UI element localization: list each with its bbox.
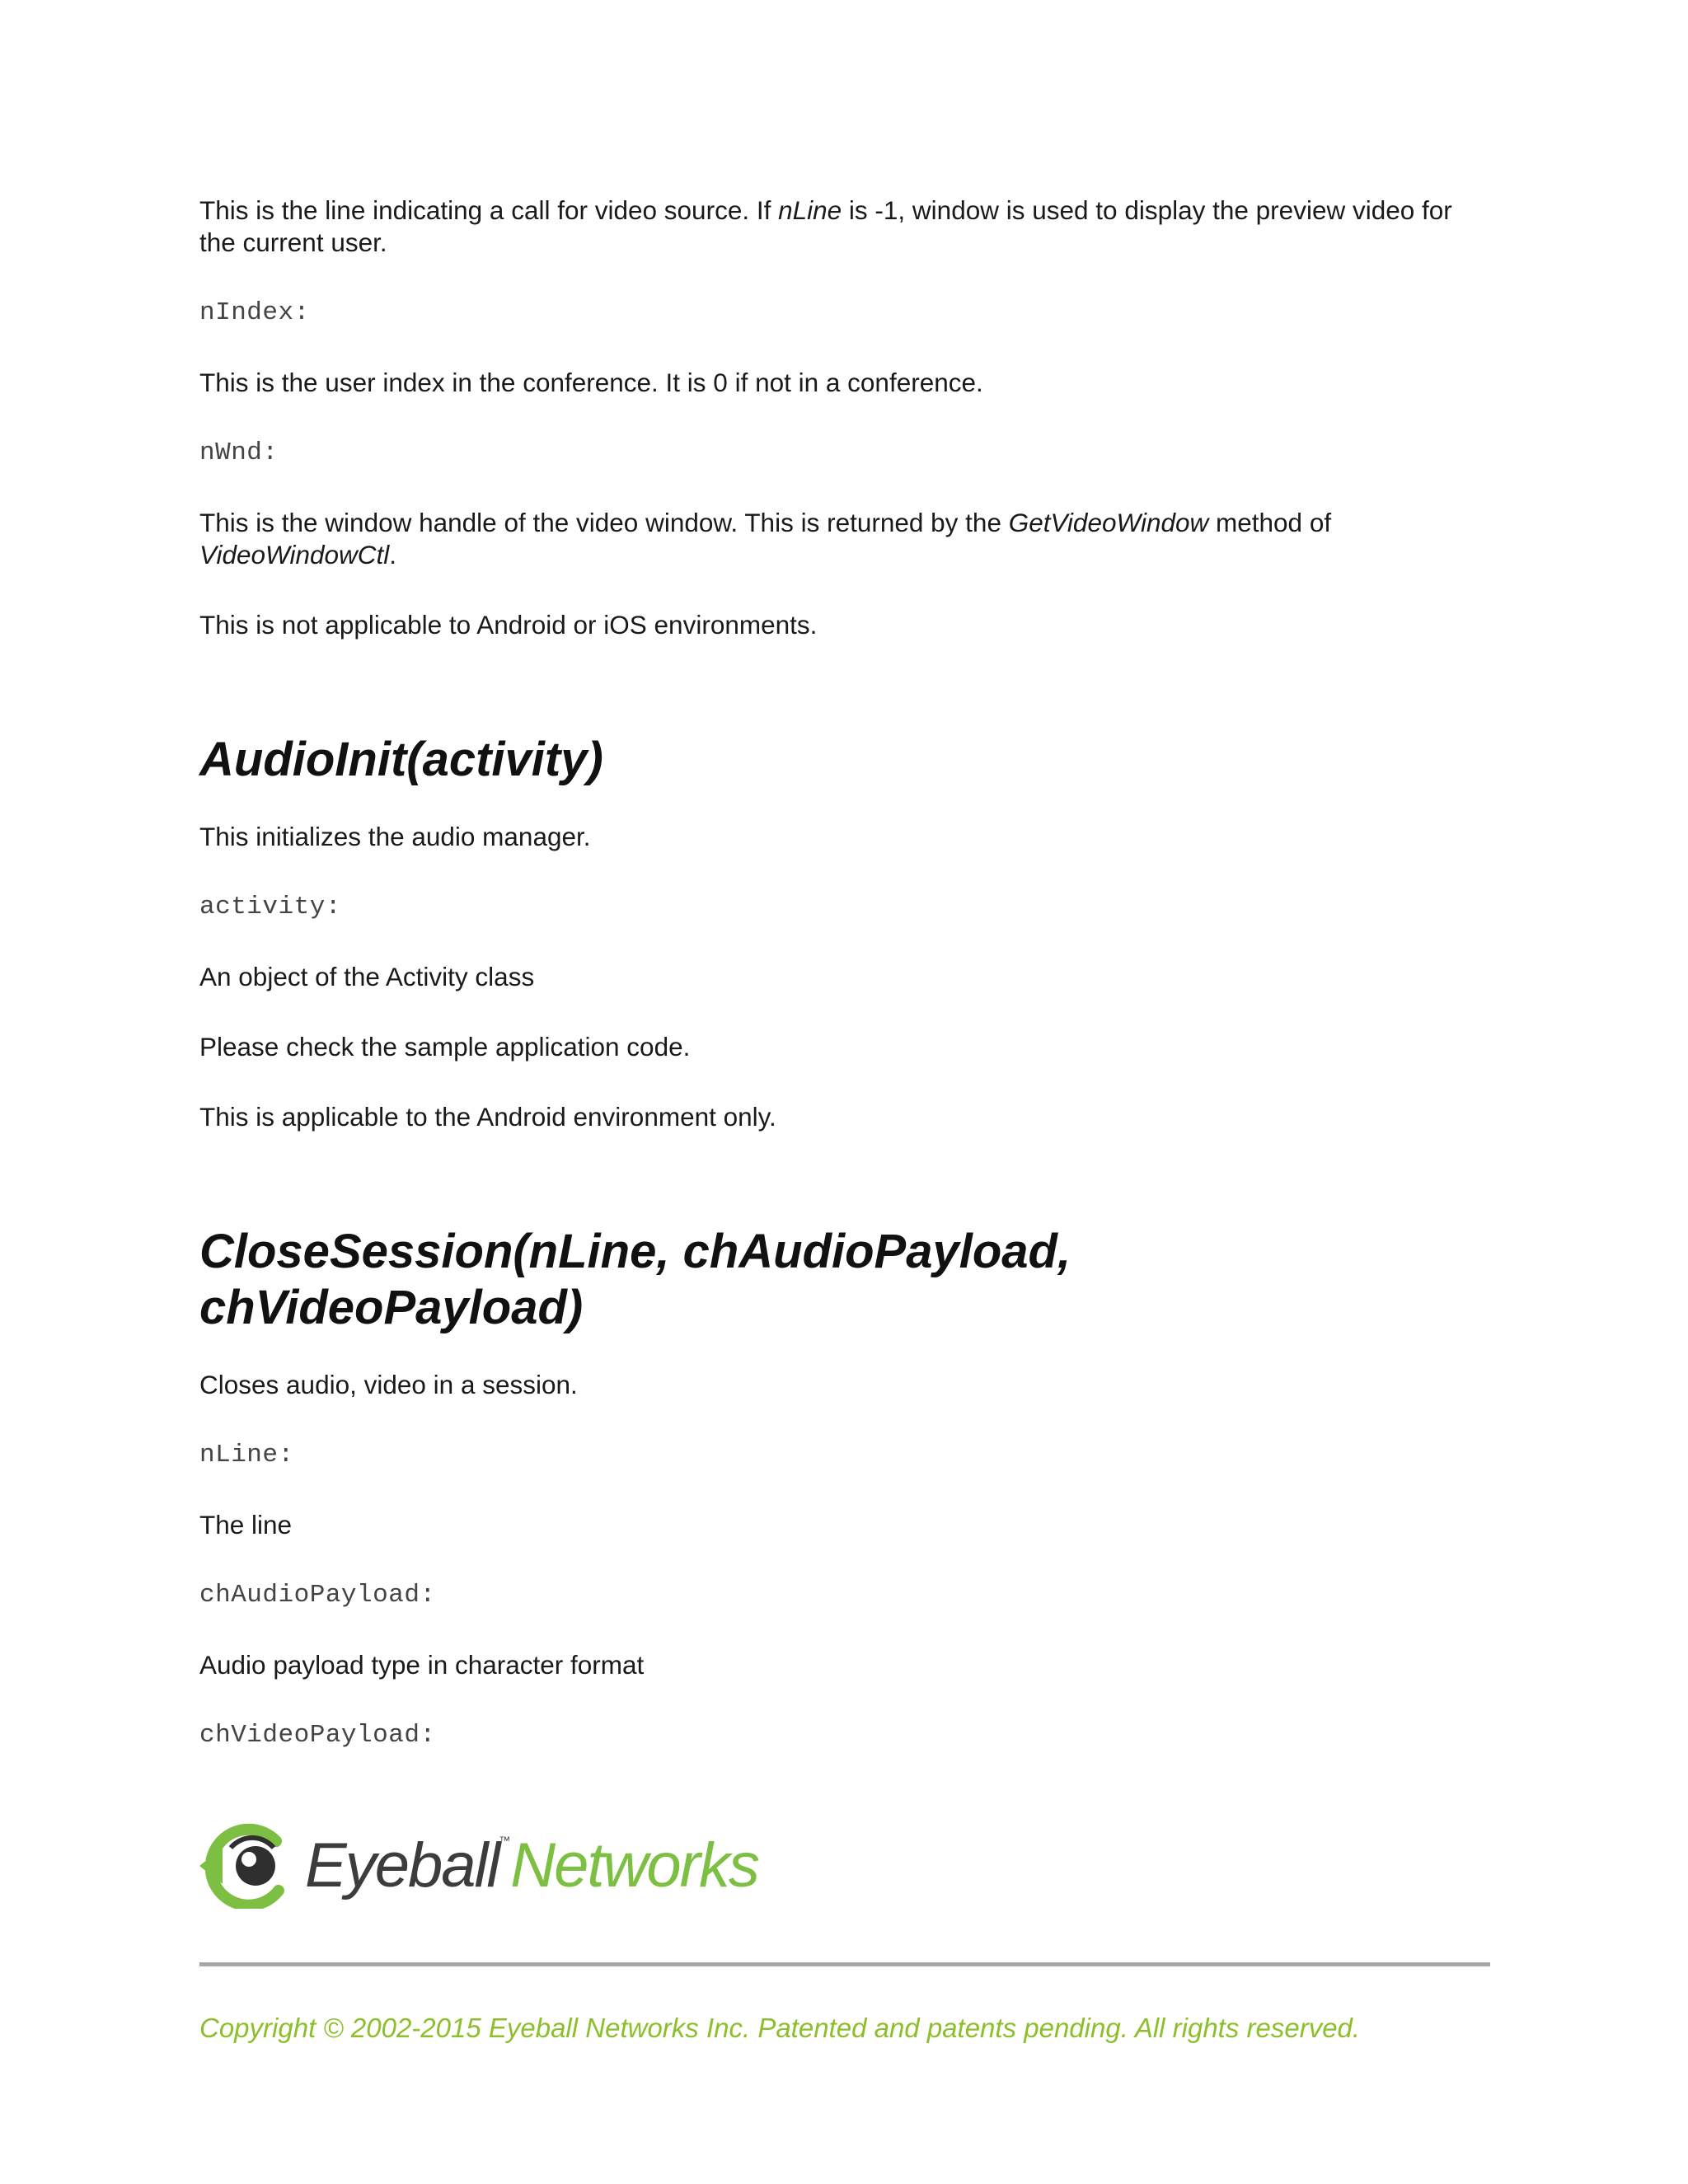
logo-word-networks: Networks: [510, 1830, 758, 1900]
closesession-heading: [199, 1224, 1493, 1336]
param-nline: nLine:: [199, 1441, 294, 1469]
eyeball-networks-logo: [198, 1823, 758, 1909]
audioinit-note-sample: Please check the sample application code.: [199, 1032, 691, 1062]
text-run: This is the window handle of the video window. This is returned by the: [199, 508, 1009, 537]
section-gap: [199, 1171, 1493, 1224]
nindex-description: This is the user index in the conference. It is 0 if not in a conference.: [199, 368, 983, 397]
logo-wordmark: [305, 1830, 758, 1900]
text-em: GetVideoWindow: [1008, 508, 1209, 537]
text-em: nLine: [778, 195, 842, 225]
param-nindex: nIndex:: [199, 298, 310, 327]
text-run: is -1, window is used to display the preview video for the current user.: [199, 195, 1452, 257]
eyeball-logo-icon: [198, 1823, 297, 1909]
text-em: VideoWindowCtl: [199, 540, 390, 569]
footer-divider: [199, 1962, 1490, 1966]
closesession-description: Closes audio, video in a session.: [199, 1370, 578, 1399]
nwnd-note: This is not applicable to Android or iOS environments.: [199, 610, 818, 640]
footer-copyright: Copyright © 2002-2015 Eyeball Networks Inc. Patented and patents pending. All rights reserved.: [199, 2013, 1361, 2043]
nline-param-description: The line: [199, 1510, 293, 1540]
text-run: This is the line indicating a call for video source. If: [199, 195, 779, 225]
param-chvideopayload: chVideoPayload:: [199, 1721, 436, 1750]
audioinit-note-android: This is applicable to the Android environment only.: [199, 1102, 776, 1132]
nline-description: [199, 194, 1493, 259]
param-activity: activity:: [199, 893, 341, 921]
page-content: [199, 194, 1493, 1789]
logo-word-eyeball: Eyeball: [305, 1830, 499, 1900]
heading-line: chVideoPayload): [199, 1281, 584, 1334]
text-run: method of: [1208, 508, 1332, 537]
activity-description: An object of the Activity class: [199, 962, 535, 991]
chaudiopayload-description: Audio payload type in character format: [199, 1650, 645, 1680]
nwnd-description: [199, 507, 1493, 571]
audioinit-description: This initializes the audio manager.: [199, 822, 591, 851]
logo-trademark: ™: [499, 1834, 511, 1847]
audioinit-heading: AudioInit(activity): [199, 733, 603, 786]
section-gap: [199, 679, 1493, 732]
param-chaudiopayload: chAudioPayload:: [199, 1581, 436, 1610]
heading-line: CloseSession(nLine, chAudioPayload,: [199, 1225, 1071, 1278]
text-run: .: [389, 540, 397, 569]
param-nwnd: nWnd:: [199, 438, 279, 467]
